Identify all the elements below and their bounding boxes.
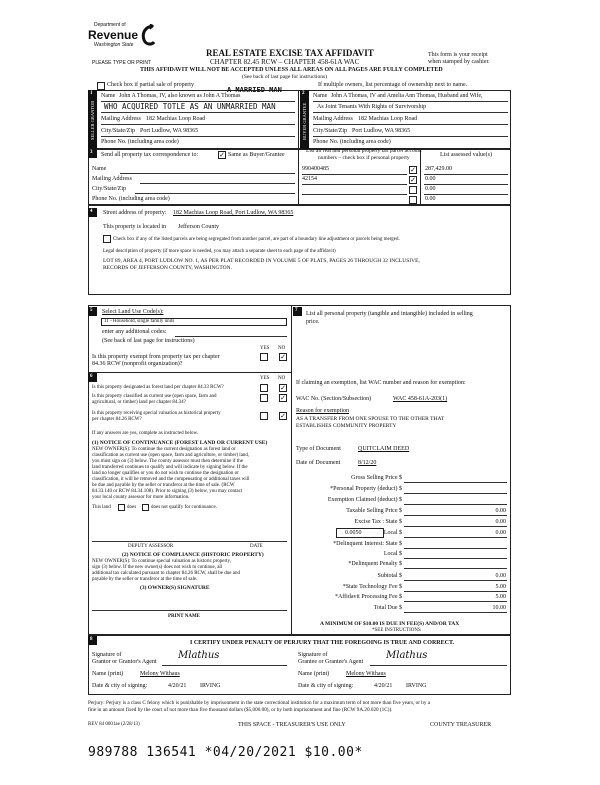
county-treasurer: COUNTY TREASURER <box>430 722 492 728</box>
does-not-label: does not qualify for continuance. <box>151 505 217 510</box>
notice-2-title: (2) NOTICE OF COMPLIANCE (HISTORIC PROPERTY) <box>122 552 264 558</box>
local-tax-label: Local $ <box>383 530 402 536</box>
personal-property-label-2: price. <box>306 319 320 325</box>
seller-mail[interactable]: 182 Machias Loop Road <box>146 116 206 122</box>
grantee-date[interactable]: 4/20/21 <box>374 683 393 689</box>
exemption-claimed-label: Exemption Claimed (deduct) $ <box>327 497 402 503</box>
section-8-num: 8 <box>90 637 93 642</box>
notice-1-line: your local county assessor for more information. <box>92 495 190 500</box>
processing-fee-label: *Affidavit Processing Fee $ <box>334 594 402 600</box>
notice-1-title: (1) NOTICE OF CONTINUANCE (FOREST LAND OR CURRENT USE) <box>92 440 268 446</box>
partial-sale-label: Check box if partial sale of property <box>107 82 194 88</box>
buyer-city[interactable]: Port Ludlow, WA 98365 <box>352 128 411 134</box>
buyer-side-label: BUYER GRANTEE <box>302 102 307 140</box>
section-2-num: 2 <box>302 91 305 96</box>
delinquent-local-label: Local $ <box>383 551 402 557</box>
legal-line-1[interactable]: LOT 89, AREA 4, PORT LUDLOW NO. 1, AS PER PLAT RECORDED IN VOLUME 5 OF PLATS, PAGES 26 THROUGH 32 INCLUSIVE, <box>103 258 420 264</box>
historic-no-checkbox[interactable]: ✓ <box>280 412 286 420</box>
parcel-number[interactable]: 990400485 <box>302 166 329 172</box>
same-as-buyer-checkbox[interactable]: ✓ <box>219 151 225 159</box>
section-4-num: 4 <box>90 209 93 214</box>
form-chapter: CHAPTER 82.45 RCW – CHAPTER 458-61A WAC <box>210 58 360 66</box>
grantor-date-label: Date & city of signing: <box>92 683 148 689</box>
dor-logo <box>88 22 158 52</box>
grantee-signature[interactable]: Mlathus <box>386 650 428 661</box>
multiple-owners-note: If multiple owners, list percentage of ownership next to name. <box>318 82 468 88</box>
subtotal-value[interactable]: 0.00 <box>495 573 506 579</box>
notice-1-line: NEW OWNER(S): To continue the current designation as forest land or <box>92 447 236 452</box>
no-header: NO <box>278 346 286 351</box>
seller-mail-label: Mailing Address <box>101 116 141 122</box>
grantor-signature[interactable]: Mlathus <box>178 650 220 661</box>
doc-date-value[interactable]: 8/12/20 <box>358 460 377 466</box>
parcel-checkbox[interactable] <box>409 186 417 194</box>
section-7-num: 7 <box>295 308 298 313</box>
section-5-num: 5 <box>90 308 93 313</box>
does-label: does <box>127 505 137 510</box>
dor-logo-icon <box>140 24 156 46</box>
legal-label: Legal description of property (if more space is needed, you may attach a separate sheet to each page of the affidavit) <box>103 249 336 254</box>
grantor-name-label: Name (print) <box>92 671 124 677</box>
segregated-checkbox[interactable] <box>103 235 111 243</box>
grantee-sig-label-2: Grantee or Grantee's Agent <box>298 659 364 665</box>
grantor-sig-label-1: Signature of <box>92 652 122 658</box>
if-any-yes: If any answers are yes, complete as instructed below. <box>92 431 199 436</box>
exempt-no-checkbox[interactable]: ✓ <box>280 353 286 361</box>
s3-city-label: City/State/Zip <box>92 186 126 192</box>
reason-line-2[interactable]: ESTABLISHES COMMUNITY PROPERTY <box>296 423 397 429</box>
personal-deduct-label: *Personal Property (deduct) $ <box>330 486 402 492</box>
buyer-mail[interactable]: 182 Machias Loop Road <box>358 116 418 122</box>
deputy-assessor-label: DEPUTY ASSESSOR <box>128 544 174 549</box>
section-3-num: 3 <box>90 150 93 155</box>
forest-yes-checkbox[interactable] <box>260 384 268 392</box>
this-land-label: This land <box>92 505 111 510</box>
notice-1-line: classification as current use (open space, farm and agriculture, or timber) land, <box>92 453 250 458</box>
tech-fee-value[interactable]: 5.00 <box>495 584 506 590</box>
reason-label: Reason for exemption <box>296 408 349 414</box>
receipt-2: when stamped by cashier. <box>428 59 490 65</box>
doc-type-value[interactable]: QUITCLAIM DEED <box>358 446 410 452</box>
excise-state-label: Excise Tax : State $ <box>354 519 402 525</box>
yes-header: YES <box>260 346 270 351</box>
s6-no-header: NO <box>278 376 286 381</box>
processing-fee-value[interactable]: 5.00 <box>495 594 506 600</box>
local-rate-value: 0.0050 <box>345 530 362 536</box>
dept-state: Washington State <box>94 42 134 48</box>
local-rate-box[interactable] <box>336 528 384 538</box>
certify-statement: I CERTIFY UNDER PENALTY OF PERJURY THAT THE FOREGOING IS TRUE AND CORRECT. <box>190 640 455 646</box>
parcel-checkbox[interactable]: ✓ <box>410 176 416 184</box>
parcel-header-2: numbers – check box if personal property <box>318 155 410 161</box>
buyer-mail-label: Mailing Address <box>313 116 353 122</box>
enter-codes-label: enter any additional codes: <box>102 329 167 335</box>
notice-2-line: sign (3) below. If the new owner(s) does not wish to continue, all <box>92 565 223 570</box>
send-correspondence-label: Send all property tax correspondence to: <box>101 152 199 158</box>
seller-overtype-main: WHO ACQUIRED TOTLE AS AN UNMARRIED MAN <box>104 102 276 111</box>
print-name-label: PRINT NAME <box>168 614 200 619</box>
forest-no-checkbox[interactable]: ✓ <box>280 384 286 392</box>
total-due-label: Total Due $ <box>373 605 402 611</box>
grantee-name[interactable]: Melony Withaus <box>346 671 386 677</box>
exempt-question-2: 84.36 RCW (nonprofit organization)? <box>92 361 183 367</box>
partial-sale-checkbox[interactable] <box>97 82 105 90</box>
revision-code: REV 84 0001ae (2/28/13) <box>88 722 140 727</box>
s3-mail-label: Mailing Address <box>92 176 132 182</box>
current-use-question-2: agricultural, or timber) land per chapter 84.34? <box>92 400 186 405</box>
land-use-label: Select Land Use Code(s): <box>102 309 164 315</box>
historic-question-1: Is this property receiving special valuation as historical property <box>92 411 221 416</box>
parcel-header-1: List all real and personal property tax parcel account <box>306 148 422 154</box>
buyer-phone-label: Phone No. (including area code) <box>313 139 391 145</box>
treasurer-space: THIS SPACE - TREASURER'S USE ONLY <box>238 722 346 728</box>
perjury-line-1: Perjury: Perjury is a class C felony which is punishable by imprisonment in the state correctional institution for a maximum term of not more than five years, or by a <box>88 700 431 706</box>
s6-yes-header: YES <box>260 376 270 381</box>
section-6-num: 6 <box>90 374 93 379</box>
street-label: Street address of property: <box>103 210 167 216</box>
does-not-qualify-checkbox[interactable] <box>142 504 149 511</box>
exempt-yes-checkbox[interactable] <box>260 353 268 361</box>
seller-city-label: City/State/Zip <box>101 128 135 134</box>
grantee-city[interactable]: IRVING <box>406 683 427 689</box>
personal-property-label: List all personal property (tangible and intangible) included in selling <box>306 311 473 317</box>
delinquent-state-label: *Delinquent Interest: State $ <box>333 541 402 547</box>
notice-1-line: classification, it will be removed and the compensating or additional taxes will <box>92 477 250 482</box>
exempt-question-1: Is this property exempt from property tax per chapter <box>92 354 220 360</box>
parcel-value[interactable]: 0.00 <box>425 186 436 192</box>
section-1-num: 1 <box>90 91 93 96</box>
grantee-name-label: Name (print) <box>298 671 330 677</box>
parcel-value[interactable]: 287,429.00 <box>425 166 452 172</box>
buyer-city-label: City/State/Zip <box>313 128 347 134</box>
date-label: DATE <box>250 544 263 549</box>
buyer-name-2[interactable]: As Joint Tenants With Rights of Survivorship <box>317 104 427 110</box>
current-use-no-checkbox[interactable]: ✓ <box>280 394 286 402</box>
doc-date-label: Date of Document <box>296 460 341 466</box>
notice-1-line: you must sign on (3) below. The county assessor must then determine if the <box>92 459 243 464</box>
grantor-sig-label-2: Grantor or Grantor's Agent <box>92 659 157 665</box>
owner-signature-label: (3) OWNER(S) SIGNATURE <box>140 585 210 591</box>
total-due-value[interactable]: 10.00 <box>492 605 506 611</box>
parcel-value[interactable]: 0.00 <box>425 196 436 202</box>
see-back-instructions: (See back of last page for instructions) <box>102 338 195 344</box>
dept-big: Revenue <box>88 28 139 42</box>
current-use-yes-checkbox[interactable] <box>260 394 268 402</box>
grantee-date-label: Date & city of signing: <box>298 683 354 689</box>
grantor-name[interactable]: Melony Withaus <box>140 671 180 677</box>
county-label: This property is located in <box>103 224 166 230</box>
historic-question-2: per chapter 84.26 RCW? <box>92 417 142 422</box>
cashier-stamp: 989788 136541 *04/20/2021 $10.00* <box>88 745 363 760</box>
gross-price-label: Gross Selling Price $ <box>351 475 402 481</box>
buyer-name-label: Name <box>313 93 328 99</box>
notice-1-line: land no longer qualifies or you do not wish to continue the designation or <box>92 471 239 476</box>
see-instructions: *SEE INSTRUCTIONS <box>372 628 421 633</box>
assessed-header: List assessed value(s) <box>440 152 492 158</box>
buyer-name[interactable]: John A Thomas, IV and Amelia Ann Thomas, Husband and Wife, <box>331 93 483 99</box>
parcel-checkbox[interactable] <box>409 196 417 204</box>
subtotal-label: Subtotal $ <box>377 573 402 579</box>
exemption-label: If claiming an exemption, list WAC number and reason for exemption: <box>296 380 466 386</box>
land-use-select[interactable] <box>101 318 287 326</box>
notice-1-line: 84.33.140 or RCW 84.34.108). Prior to signing (3) below, you may contact <box>92 489 243 494</box>
parcel-checkbox[interactable]: ✓ <box>410 166 416 174</box>
historic-yes-checkbox[interactable] <box>260 412 268 420</box>
seller-name-label: Name <box>101 93 116 99</box>
current-use-question-1: Is this property classified as current use (open space, farm and <box>92 394 217 399</box>
perjury-line-2: fine in an amount fixed by the court of not more than five thousand dollars ($5,000.00), or by both imprisonment and fine (RCW 9A.20.020 (1C)). <box>88 707 393 713</box>
notice-1-line: be due and payable by the seller or transferor at the time of sale. (RCW <box>92 483 235 488</box>
parcel-value[interactable]: 0.00 <box>425 176 436 182</box>
local-tax-value[interactable]: 0.00 <box>495 530 506 536</box>
grantee-sig-label-1: Signature of <box>298 652 328 658</box>
notice-2-line: additional tax calculated pursuant to chapter 84.26 RCW, shall be due and <box>92 571 240 576</box>
excise-state-value[interactable]: 0.00 <box>495 519 506 525</box>
notice-2-line: NEW OWNER(S): To continue special valuation as historic property, <box>92 559 231 564</box>
seller-side-label: SELLER GRANTOR <box>90 100 95 140</box>
taxable-price-label: Taxable Selling Price $ <box>346 508 402 514</box>
county-value[interactable]: Jefferson County <box>178 224 220 230</box>
land-use-value: 11 - Household, single family units <box>104 319 175 324</box>
seller-city[interactable]: Port Ludlow, WA 98365 <box>140 128 199 134</box>
please-print: PLEASE TYPE OR PRINT <box>92 60 152 66</box>
street-address[interactable]: 182 Machias Loop Road, Port Ludlow, WA 98365 <box>173 210 294 216</box>
see-back: (See back of last page for instructions) <box>242 74 327 80</box>
doc-type-label: Type of Document <box>296 446 341 452</box>
segregated-label: Check box if any of the listed parcels are being segregated from another parcel, are part of a boundary line adjustment or parcels being merged. <box>113 237 400 242</box>
wac-label: WAC No. (Section/Subsection) <box>296 396 372 402</box>
minimum-note: A MINIMUM OF $10.00 IS DUE IN FEE(S) AND/OR TAX <box>320 621 460 627</box>
seller-overtype-top: A MARRIED MAN <box>227 86 282 94</box>
seller-name[interactable]: John A Thomas, IV, also known as John A Thomas <box>119 93 241 99</box>
grantor-city[interactable]: IRVING <box>200 683 221 689</box>
s3-phone-label: Phone No. (including area code) <box>92 196 170 202</box>
notice-1-line: land transferred continues to qualify and will indicate by signing below. If the <box>92 465 248 470</box>
notice-2-line: payable by the seller or transferor at the time of sale. <box>92 577 198 582</box>
forest-question: Is this property designated as forest land per chapter 84.33 RCW? <box>92 385 224 390</box>
same-as-buyer-label: Same as Buyer/Grantee <box>228 152 285 158</box>
taxable-price-value[interactable]: 0.00 <box>495 508 506 514</box>
receipt-1: This form is your receipt <box>428 52 488 58</box>
form-title: REAL ESTATE EXCISE TAX AFFIDAVIT <box>206 48 374 58</box>
reason-line-1[interactable]: AS A TRANSFER FROM ONE SPOUSE TO THE OTHER THAT <box>296 416 445 422</box>
seller-phone-label: Phone No. (including area code) <box>101 139 179 145</box>
legal-line-2[interactable]: RECORDS OF JEFFERSON COUNTY, WASHINGTON. <box>103 265 232 271</box>
does-qualify-checkbox[interactable] <box>118 504 125 511</box>
grantor-date[interactable]: 4/20/21 <box>168 683 187 689</box>
s3-name-label: Name <box>92 166 107 172</box>
dept-small: Department of <box>94 22 126 28</box>
wac-value[interactable]: WAC 458-61A-203(1) <box>393 396 448 402</box>
form-warning: THIS AFFIDAVIT WILL NOT BE ACCEPTED UNLESS ALL AREAS ON ALL PAGES ARE FULLY COMPLETED <box>140 67 443 73</box>
parcel-number[interactable]: 42154 <box>302 176 317 182</box>
tech-fee-label: *State Technology Fee $ <box>342 584 402 590</box>
penalty-label: *Delinquent Penalty $ <box>348 561 402 567</box>
